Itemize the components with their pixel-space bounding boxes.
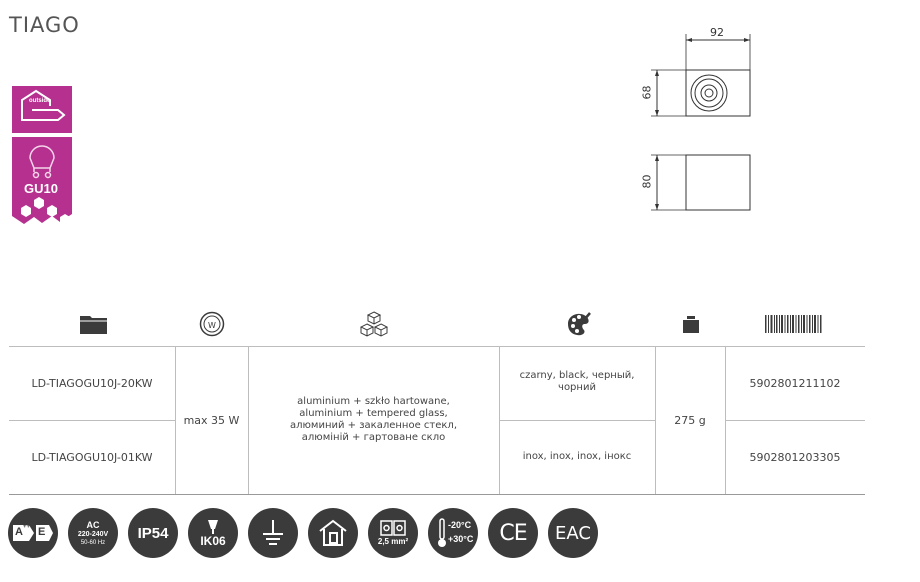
wattage-icon bbox=[197, 310, 227, 338]
folder-icon bbox=[69, 310, 119, 338]
weight-icon bbox=[679, 310, 703, 338]
color-value-2: inox, inox, inox, інокс bbox=[522, 451, 632, 462]
power-value: max 35 W bbox=[183, 413, 240, 427]
energy-class-plus: ++ bbox=[23, 524, 31, 530]
voltage-frequency: 50-60 Hz bbox=[80, 539, 106, 546]
ik-rating: IK06 bbox=[200, 533, 226, 548]
product-code-2: LD-TIAGOGU10J-01KW bbox=[31, 450, 153, 464]
ean-code-2: 5902801203305 bbox=[749, 450, 841, 464]
spec-table bbox=[9, 302, 865, 495]
temperature-high: +30°C bbox=[448, 534, 474, 544]
ip54-icon bbox=[128, 508, 178, 558]
color-palette-icon bbox=[564, 310, 594, 338]
ean-code-1: 5902801211102 bbox=[749, 376, 841, 390]
barcode-icon bbox=[764, 310, 824, 338]
cable-section-icon bbox=[368, 508, 418, 558]
ce-mark: CE bbox=[499, 520, 527, 546]
dimension-height: 80 bbox=[640, 174, 654, 189]
material-icon bbox=[359, 310, 389, 338]
voltage-ac: AC bbox=[86, 519, 100, 530]
product-title: TIAGO bbox=[9, 13, 80, 37]
indoor-use-icon bbox=[308, 508, 358, 558]
ce-mark-icon bbox=[488, 508, 538, 558]
ik06-icon bbox=[188, 508, 238, 558]
product-code-1: LD-TIAGOGU10J-20KW bbox=[31, 376, 153, 390]
dimension-drawing bbox=[630, 20, 770, 220]
voltage-icon bbox=[68, 508, 118, 558]
color-value-1: czarny, black, черный, чорний bbox=[519, 370, 635, 393]
socket-label: GU10 bbox=[24, 181, 58, 196]
svg-text:W: W bbox=[208, 321, 216, 330]
cable-section: 2,5 mm² bbox=[377, 537, 409, 546]
energy-class-a: A bbox=[15, 526, 23, 538]
temperature-low: -20°C bbox=[448, 520, 472, 530]
eac-mark: EAC bbox=[555, 522, 591, 544]
ip-rating: IP54 bbox=[137, 524, 169, 542]
grounding-icon bbox=[248, 508, 298, 558]
temperature-icon bbox=[428, 508, 478, 558]
dimension-depth: 68 bbox=[640, 85, 654, 100]
energy-class-icon bbox=[8, 508, 58, 558]
weight-value: 275 g bbox=[674, 413, 706, 427]
eac-mark-icon bbox=[548, 508, 598, 558]
product-badge bbox=[12, 86, 72, 241]
outside-label: outside bbox=[29, 98, 51, 104]
energy-class-e: E bbox=[38, 526, 46, 538]
material-value: aluminium + szkło hartowane, aluminium + tempered glass, алюминий + закаленное стекл, алюміній + гартоване скло bbox=[289, 396, 458, 443]
voltage-range: 220-240V bbox=[77, 530, 109, 538]
dimension-width: 92 bbox=[710, 26, 724, 39]
